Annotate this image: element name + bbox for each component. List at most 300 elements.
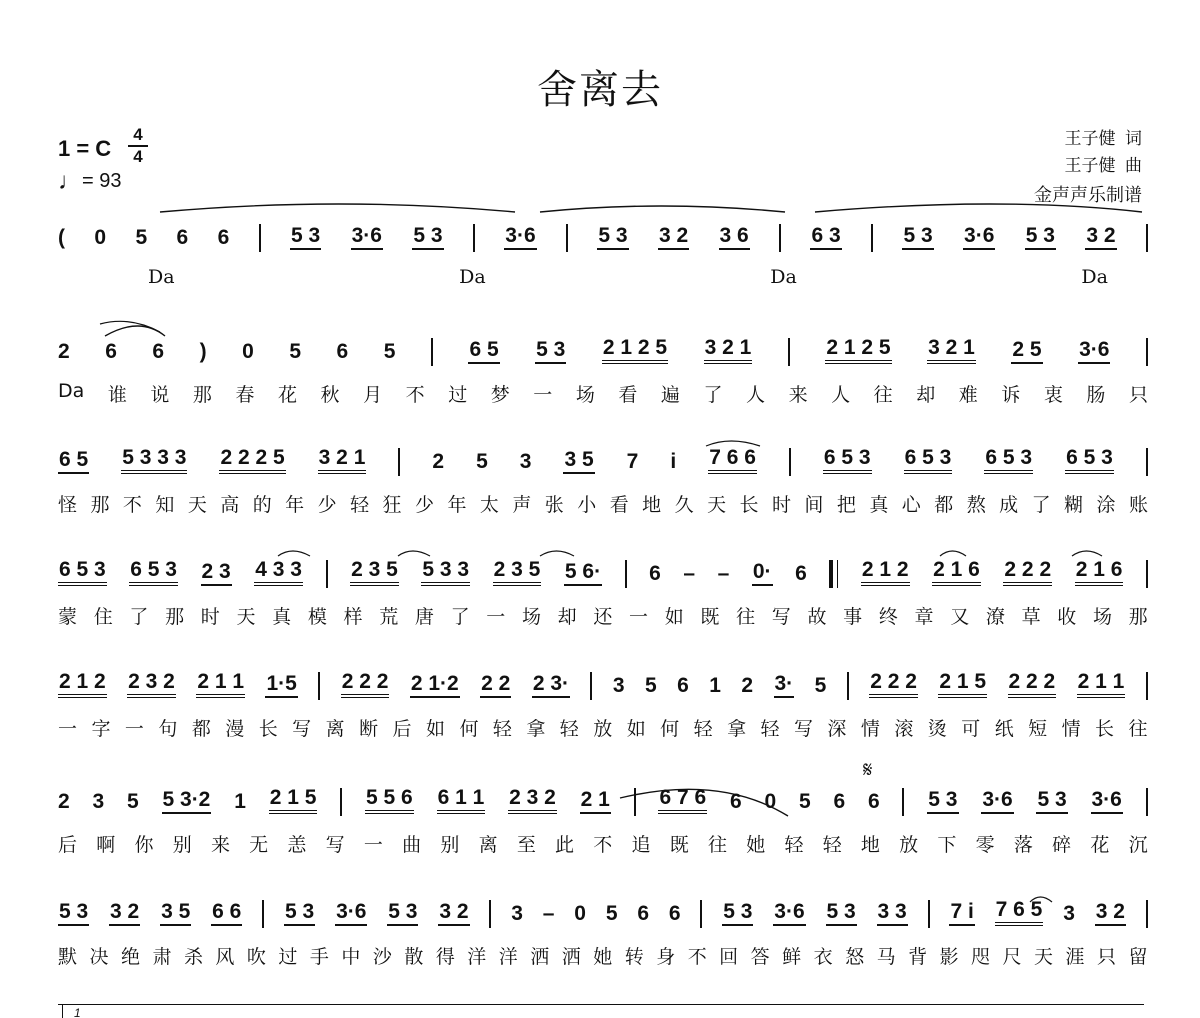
notation-line — [58, 440, 1148, 474]
barline — [928, 900, 930, 928]
barline — [489, 900, 491, 928]
note-group: 5 3 — [927, 789, 958, 814]
lyric-syllable: 何 — [660, 718, 680, 740]
lyric-syllable: 人 — [746, 384, 766, 406]
lyric-syllable: 账 — [1128, 494, 1148, 516]
lyric-syllable: 肠 — [1086, 384, 1106, 406]
note-group: 6 — [649, 562, 661, 585]
note-group: 3 2 — [1095, 901, 1126, 926]
note-group: 5 3 — [597, 225, 628, 250]
lyric-syllable: 那 — [192, 384, 212, 406]
lyric-line — [58, 830, 1148, 857]
segno-sign-icon: 𝄋 — [863, 757, 873, 782]
lyric-syllable: 拿 — [727, 718, 747, 740]
lyric-syllable: 决 — [89, 946, 109, 968]
barline — [590, 672, 592, 700]
note-group: 3 5 — [563, 449, 594, 474]
lyric-syllable: 蒙 — [58, 606, 78, 628]
lyric-syllable: 那 — [1128, 606, 1148, 628]
repeat-barline — [829, 560, 838, 588]
lyric-syllable: 她 — [746, 834, 766, 856]
note-group: 2 1 1 — [1077, 671, 1126, 698]
lyric-syllable: 洒 — [530, 946, 550, 968]
lyric-syllable: 句 — [158, 718, 178, 740]
lyric-syllable: 少 — [317, 494, 337, 516]
lyric-syllable: 追 — [631, 834, 651, 856]
lyric-syllable: 草 — [1021, 606, 1041, 628]
note-group: 4 3 3 — [254, 559, 303, 586]
lyric-syllable: 花 — [278, 384, 298, 406]
lyric-syllable: 轻 — [784, 834, 804, 856]
lyric-syllable: 咫 — [971, 946, 991, 968]
note-group: 2 1 6 — [932, 559, 981, 586]
note-group: 5 — [135, 226, 148, 249]
lyric-syllable: 轻 — [492, 718, 512, 740]
note-group: 2 2 2 — [869, 671, 918, 698]
lyric-syllable: 来 — [788, 384, 808, 406]
lyric-syllable: 你 — [134, 834, 154, 856]
barline — [700, 900, 702, 928]
lyric-syllable: 一 — [58, 718, 78, 740]
note-group: 6 5 — [468, 339, 499, 364]
lyric-syllable: 轻 — [760, 718, 780, 740]
note-group: 7 6 5 — [995, 899, 1044, 926]
note-group: 6 — [336, 340, 349, 363]
note-group: 6 6 — [211, 901, 242, 926]
lyric-syllable: 她 — [593, 946, 613, 968]
note-group: ) — [199, 340, 207, 363]
note-group: 2 2 2 — [341, 671, 390, 698]
lyric-syllable: 张 — [544, 494, 564, 516]
barline — [318, 672, 320, 700]
footer-rule — [58, 1004, 1144, 1005]
barline — [1146, 788, 1148, 816]
lyric-syllable: 后 — [58, 834, 78, 856]
note-group: 3 2 — [1085, 225, 1116, 250]
lyric-syllable: 难 — [958, 384, 978, 406]
lyric-syllable: 梦 — [490, 384, 510, 406]
lyric-syllable: 离 — [325, 718, 345, 740]
note-group: 3 2 — [438, 901, 469, 926]
note-group: 3·6 — [773, 901, 805, 926]
lyric-syllable: 都 — [191, 718, 211, 740]
page-number: 1 — [74, 1006, 81, 1018]
barline — [1146, 224, 1148, 252]
lyric-syllable: 如 — [664, 606, 684, 628]
note-group: 2 1 1 — [196, 671, 245, 698]
lyric-syllable: Da — [148, 266, 175, 288]
note-group: 0 — [242, 340, 254, 363]
lyric-syllable: 啊 — [96, 834, 116, 856]
note-group: 7 6 6 — [708, 447, 757, 474]
note-group: 2 — [58, 790, 70, 813]
lyric-line — [148, 266, 1108, 288]
note-group: 2 — [741, 674, 754, 697]
lyric-syllable: 秋 — [320, 384, 340, 406]
note-group: 2 1 — [580, 789, 611, 814]
lyric-syllable: 别 — [440, 834, 460, 856]
note-group: 2 3 2 — [508, 787, 557, 814]
note-group: 6 5 3 — [904, 447, 953, 474]
note-group: 6 — [668, 902, 681, 925]
lyric-syllable: 轻 — [822, 834, 842, 856]
lyric-syllable: 怒 — [845, 946, 865, 968]
lyric-syllable: 洋 — [467, 946, 487, 968]
lyric-syllable: 何 — [459, 718, 479, 740]
lyric-syllable: 往 — [707, 834, 727, 856]
note-group: 5 3 — [535, 339, 566, 364]
composer-credit: 王子健 曲 — [1064, 156, 1142, 175]
note-group: 2 — [432, 450, 445, 473]
lyric-syllable: 真 — [272, 606, 292, 628]
note-group: 5 3 — [290, 225, 321, 250]
note-group: 5 — [289, 340, 302, 363]
lyric-syllable: 情 — [860, 718, 880, 740]
note-group: ( — [58, 226, 65, 249]
lyric-syllable: 章 — [914, 606, 934, 628]
notation-line — [58, 892, 1148, 926]
lyric-syllable: 至 — [516, 834, 536, 856]
note-group: 5 3 — [284, 901, 315, 926]
note-group: – — [717, 562, 730, 585]
lyric-syllable: 一 — [533, 384, 553, 406]
lyric-syllable: 往 — [1128, 718, 1148, 740]
lyric-syllable: 的 — [252, 494, 272, 516]
lyric-syllable: 字 — [91, 718, 111, 740]
barline — [1146, 672, 1148, 700]
lyric-syllable: 来 — [210, 834, 230, 856]
lyric-syllable: 杀 — [183, 946, 203, 968]
note-group: 2 3 5 — [493, 559, 542, 586]
note-group: 2 2 2 5 — [219, 447, 285, 474]
lyric-syllable: Da — [1081, 266, 1108, 288]
lyric-syllable: 人 — [831, 384, 851, 406]
note-group: 2 1 6 — [1075, 559, 1124, 586]
lyric-syllable: 一 — [629, 606, 649, 628]
lyric-syllable: 轻 — [559, 718, 579, 740]
lyric-syllable: 间 — [804, 494, 824, 516]
lyric-syllable: 故 — [807, 606, 827, 628]
lyric-syllable: 下 — [937, 834, 957, 856]
lyric-syllable: 无 — [249, 834, 269, 856]
note-group: 6 5 3 — [984, 447, 1033, 474]
note-group: 3 — [511, 902, 523, 925]
lyric-syllable: 绝 — [120, 946, 140, 968]
note-group: 7 — [626, 450, 639, 473]
note-group: 5 3 — [58, 901, 89, 926]
note-group: 0 — [94, 226, 107, 249]
note-group: 6 — [795, 562, 807, 585]
lyric-syllable: 高 — [220, 494, 240, 516]
note-group: 3 — [519, 450, 532, 473]
lyric-syllable: 却 — [916, 384, 936, 406]
lyric-syllable: 了 — [703, 384, 723, 406]
lyric-syllable: 长 — [258, 718, 278, 740]
lyric-line — [58, 602, 1148, 629]
lyric-syllable: 别 — [172, 834, 192, 856]
lyric-syllable: 沙 — [372, 946, 392, 968]
note-group: 6 — [217, 226, 230, 249]
note-group: 6 5 — [58, 449, 89, 474]
lyric-syllable: 那 — [90, 494, 110, 516]
note-group: 5 — [645, 674, 657, 697]
lyric-syllable: 天 — [707, 494, 727, 516]
lyric-syllable: 长 — [739, 494, 759, 516]
lyric-syllable: 落 — [1013, 834, 1033, 856]
note-group: 6 — [637, 902, 650, 925]
time-signature-top: 4 — [133, 125, 143, 144]
note-group: 2 2 2 — [1003, 559, 1052, 586]
lyric-syllable: 离 — [478, 834, 498, 856]
barline — [473, 224, 475, 252]
note-group: 2 1 5 — [269, 787, 318, 814]
publisher-credit: 金声声乐制谱 — [1034, 185, 1142, 205]
lyric-syllable: 不 — [405, 384, 425, 406]
barline — [262, 900, 264, 928]
lyric-syllable: 轻 — [350, 494, 370, 516]
lyric-syllable: 场 — [521, 606, 541, 628]
lyric-syllable: 成 — [999, 494, 1019, 516]
lyric-syllable: 说 — [150, 384, 170, 406]
lyric-syllable: 影 — [939, 946, 959, 968]
lyric-line — [58, 490, 1148, 517]
lyric-syllable: 放 — [593, 718, 613, 740]
barline — [1146, 900, 1148, 928]
lyric-syllable: 谁 — [107, 384, 127, 406]
lyric-syllable: 不 — [687, 946, 707, 968]
barline — [789, 448, 791, 476]
lyric-syllable: 涯 — [1065, 946, 1085, 968]
note-group: 6 — [176, 226, 189, 249]
note-group: 5 — [798, 790, 811, 813]
lyric-syllable: 了 — [450, 606, 470, 628]
lyric-syllable: 回 — [719, 946, 739, 968]
barline — [1146, 448, 1148, 476]
lyric-syllable: 拿 — [526, 718, 546, 740]
note-group: 3 3 — [877, 901, 908, 926]
note-group: 5 — [605, 902, 618, 925]
barline — [340, 788, 342, 816]
note-group: 5 3 3 3 — [121, 447, 187, 474]
lyric-syllable: 天 — [1034, 946, 1054, 968]
lyric-syllable: 少 — [414, 494, 434, 516]
lyric-syllable: 那 — [165, 606, 185, 628]
lyric-syllable: 了 — [1031, 494, 1051, 516]
note-group: 6 5 3 — [58, 559, 107, 586]
lyric-syllable: 收 — [1057, 606, 1077, 628]
lyric-syllable: 时 — [771, 494, 791, 516]
lyric-syllable: 久 — [674, 494, 694, 516]
lyric-syllable: 情 — [1061, 718, 1081, 740]
lyric-syllable: 写 — [292, 718, 312, 740]
note-group: 2 3· — [532, 673, 570, 698]
lyric-syllable: 只 — [1096, 946, 1116, 968]
lyric-line — [58, 942, 1148, 969]
note-group: 2 5 — [1011, 339, 1042, 364]
lyric-syllable: 写 — [793, 718, 813, 740]
note-group: 2 1 2 — [58, 671, 107, 698]
lyric-syllable: 住 — [93, 606, 113, 628]
note-group: 2 1 2 5 — [825, 337, 891, 364]
note-group: 2 1·2 — [410, 673, 460, 698]
lyric-syllable: 沉 — [1128, 834, 1148, 856]
lyric-syllable: 马 — [876, 946, 896, 968]
note-group: 6 5 3 — [129, 559, 178, 586]
note-group: 1 — [234, 790, 246, 813]
lyric-syllable: 知 — [155, 494, 175, 516]
lyric-syllable: Da — [459, 266, 486, 288]
note-group: 5 — [814, 674, 827, 697]
lyric-syllable: Da — [58, 380, 85, 402]
note-group: 2 3 5 — [350, 559, 399, 586]
note-group: 3 2 — [109, 901, 140, 926]
barline — [1146, 338, 1148, 366]
lyric-syllable: Da — [770, 266, 797, 288]
note-group: 3 — [1063, 902, 1075, 925]
lyric-syllable: 中 — [341, 946, 361, 968]
lyric-syllable: 地 — [860, 834, 880, 856]
note-group: 6 3 — [810, 225, 841, 250]
barline — [634, 788, 636, 816]
lyric-syllable: 天 — [236, 606, 256, 628]
lyric-syllable: 不 — [122, 494, 142, 516]
lyric-syllable: 洋 — [498, 946, 518, 968]
lyric-syllable: 既 — [669, 834, 689, 856]
note-group: 2 1 5 — [938, 671, 987, 698]
note-group: 2 3 2 — [127, 671, 176, 698]
note-group: 5 3 — [412, 225, 443, 250]
lyric-syllable: 场 — [1092, 606, 1112, 628]
note-group: 5 — [127, 790, 139, 813]
note-group: 6 — [677, 674, 689, 697]
lyric-syllable: 潦 — [985, 606, 1005, 628]
song-title: 舍离去 — [537, 67, 663, 113]
lyric-syllable: 都 — [934, 494, 954, 516]
note-group: 3·6 — [351, 225, 383, 250]
notation-line — [58, 330, 1148, 364]
note-group: 5 — [476, 450, 488, 473]
lyric-syllable: 真 — [869, 494, 889, 516]
lyric-syllable: 看 — [609, 494, 629, 516]
note-group: 6 5 3 — [823, 447, 872, 474]
lyric-syllable: 荒 — [379, 606, 399, 628]
lyric-syllable: 此 — [555, 834, 575, 856]
lyric-syllable: 天 — [187, 494, 207, 516]
note-group: 2 1 2 — [861, 559, 910, 586]
barline — [1146, 560, 1148, 588]
lyric-syllable: 烫 — [927, 718, 947, 740]
lyric-syllable: 怪 — [58, 494, 78, 516]
lyric-syllable: 长 — [1095, 718, 1115, 740]
note-group: 3·6 — [1091, 789, 1123, 814]
lyric-syllable: 不 — [593, 834, 613, 856]
lyric-syllable: 终 — [878, 606, 898, 628]
lyric-syllable: 春 — [235, 384, 255, 406]
lyric-syllable: 可 — [961, 718, 981, 740]
lyric-syllable: 过 — [278, 946, 298, 968]
lyric-syllable: 太 — [479, 494, 499, 516]
lyric-syllable: 答 — [750, 946, 770, 968]
lyric-syllable: 纸 — [994, 718, 1014, 740]
lyric-syllable: 把 — [836, 494, 856, 516]
lyric-syllable: 背 — [908, 946, 928, 968]
quarter-note-icon: ♩ — [58, 168, 82, 195]
note-group: 6 7 6 — [658, 787, 707, 814]
note-group: 2 1 2 5 — [602, 337, 668, 364]
lyric-syllable: 年 — [447, 494, 467, 516]
lyric-syllable: 如 — [626, 718, 646, 740]
lyric-syllable: 深 — [827, 718, 847, 740]
note-group: 3 2 1 — [318, 447, 367, 474]
lyric-syllable: 糊 — [1064, 494, 1084, 516]
lyric-syllable: 样 — [343, 606, 363, 628]
lyric-syllable: 还 — [593, 606, 613, 628]
note-group: 6 — [105, 340, 117, 363]
lyric-syllable: 一 — [486, 606, 506, 628]
lyric-syllable: 一 — [363, 834, 383, 856]
time-signature-bottom: 4 — [133, 147, 143, 166]
note-group: 5 3 — [1025, 225, 1056, 250]
lyric-syllable: 恙 — [287, 834, 307, 856]
lyric-syllable: 月 — [363, 384, 383, 406]
barline — [431, 338, 433, 366]
lyric-syllable: 肃 — [152, 946, 172, 968]
note-group: 6 1 1 — [437, 787, 486, 814]
lyric-syllable: 时 — [200, 606, 220, 628]
lyric-syllable: 狂 — [382, 494, 402, 516]
lyric-syllable: 风 — [215, 946, 235, 968]
note-group: 5 5 6 — [365, 787, 414, 814]
note-group: 6 — [833, 790, 846, 813]
lyric-syllable: 心 — [901, 494, 921, 516]
lyric-syllable: 放 — [899, 834, 919, 856]
lyric-line — [58, 714, 1148, 741]
note-group: 3 2 — [658, 225, 689, 250]
lyric-syllable: 断 — [359, 718, 379, 740]
note-group: 3· — [774, 673, 795, 698]
lyric-syllable: 曲 — [402, 834, 422, 856]
note-group: 2 2 — [480, 673, 511, 698]
lyric-syllable: 声 — [512, 494, 532, 516]
note-group: 5 3 3 — [421, 559, 470, 586]
lyric-syllable: 小 — [577, 494, 597, 516]
note-group: 3 2 1 — [704, 337, 753, 364]
note-group: 3 5 — [160, 901, 191, 926]
lyric-syllable: 写 — [771, 606, 791, 628]
lyric-syllable: 又 — [950, 606, 970, 628]
lyric-syllable: 默 — [58, 946, 78, 968]
note-group: 5 6· — [564, 561, 602, 586]
lyric-syllable: 吹 — [246, 946, 266, 968]
note-group: 2 2 2 — [1008, 671, 1057, 698]
barline — [259, 224, 261, 252]
note-group: i — [670, 450, 677, 473]
note-group: – — [683, 562, 696, 585]
tempo-marking — [58, 168, 121, 196]
note-group: 5 3 — [387, 901, 418, 926]
lyric-syllable: 如 — [425, 718, 445, 740]
lyric-syllable: 短 — [1028, 718, 1048, 740]
lyricist-credit: 王子健 词 — [1064, 129, 1142, 148]
note-group: 0· — [752, 561, 773, 586]
lyric-syllable: 事 — [843, 606, 863, 628]
lyric-syllable: 洒 — [561, 946, 581, 968]
barline — [847, 672, 849, 700]
lyric-line — [58, 380, 1148, 407]
note-group: 7 i — [949, 901, 974, 926]
note-group: 3 — [92, 790, 105, 813]
lyric-syllable: 滚 — [894, 718, 914, 740]
